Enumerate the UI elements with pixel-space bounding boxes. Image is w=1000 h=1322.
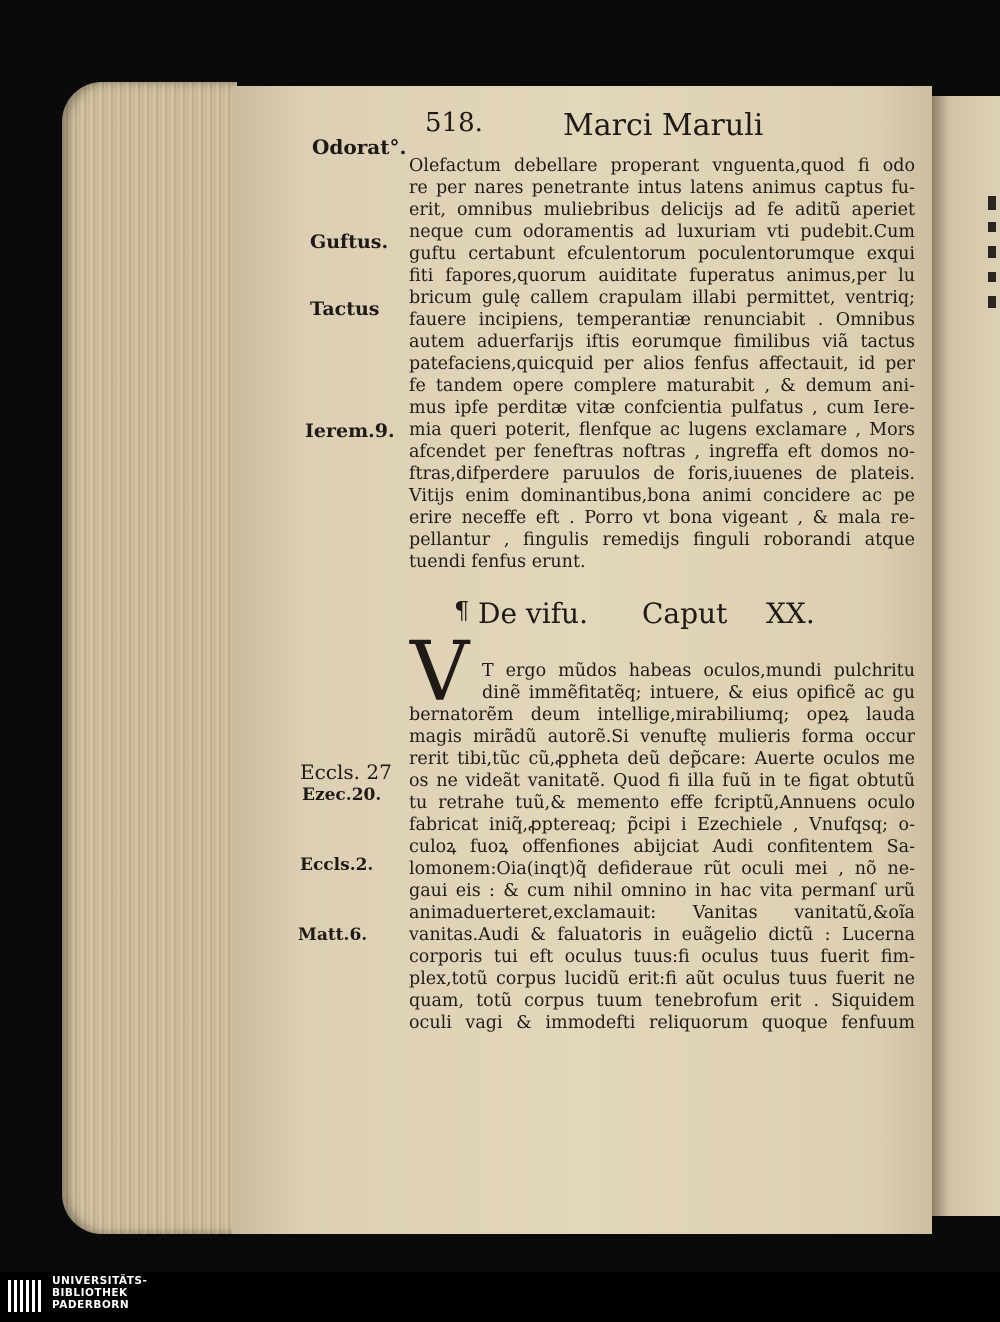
text-line: neque cum odoramentis ad luxuriam vti pudebit.Cum — [409, 222, 915, 242]
text-line: animaduerteret,exclamauit: Vanitas vanitatũ,&oĩa — [409, 903, 915, 923]
text-line: magis mirãdũ autorẽ.Si venuftę mulieris forma occur — [409, 727, 915, 747]
text-line: T ergo mũdos habeas oculos,mundi pulchritu — [482, 661, 915, 681]
library-name-line-3: PADERBORN — [52, 1299, 130, 1311]
text-line: re per nares penetrante intus latens animus captus fu- — [409, 178, 915, 198]
text-line: autem aduerfarijs iftis eorumque fimilibus viã tactus — [409, 332, 915, 352]
caput-label: Caput — [642, 597, 728, 630]
text-line: plex,totũ corpus lucidũ erit:fi aũt oculus tuus fuerit ne — [409, 969, 915, 989]
text-line: oculi vagi & immodefti reliquorum quoque fenfuum — [409, 1013, 915, 1033]
text-line: bernatorẽm deum intellige,mirabiliumq; opeꝝ lauda — [409, 705, 915, 725]
text-line: Vitijs enim dominantibus,bona animi concidere ac pe — [409, 486, 915, 506]
text-line: fe tandem opere complere maturabit , & demum ani- — [409, 376, 915, 396]
library-name-line-2: BIBLIOTHEK — [52, 1287, 128, 1299]
text-line: erire neceffe eft . Porro vt bona vigeant , & mala re- — [409, 508, 915, 528]
margin-note: Odorat°. — [312, 135, 407, 159]
margin-note: Guftus. — [310, 231, 389, 253]
footer-bar — [0, 1272, 1000, 1322]
text-line: Olefactum debellare properant vnguenta,quod fi odo — [409, 156, 915, 176]
margin-note: Ezec.20. — [302, 785, 382, 805]
text-line: rerit tibi,tũc cũ,ꝓpheta deũ dep̃care: Auerte oculos me — [409, 749, 915, 769]
margin-note: Tactus — [310, 298, 380, 320]
next-page-letter — [988, 196, 996, 210]
text-line: guftu certabunt efculentorum poculentorumque exqui — [409, 244, 915, 264]
next-page-letter — [988, 272, 996, 282]
text-line: culoꝝ fuoꝝ offenfiones abijciat Audi confitentem Sa- — [409, 837, 915, 857]
next-page-letter — [988, 222, 996, 232]
right-page-edge — [932, 96, 1000, 1216]
chapter-number: XX. — [766, 597, 815, 630]
margin-note: Ierem.9. — [305, 420, 395, 442]
text-line: patefaciens,quicquid per alios fenfus affectauit, id per — [409, 354, 915, 374]
text-line: fiti fapores,quorum auiditate fuperatus animus,per lu — [409, 266, 915, 286]
library-logo-icon — [6, 1276, 46, 1316]
next-page-letter — [988, 296, 996, 308]
text-line: corporis tui eft oculus tuus:fi oculus tuus fuerit fim- — [409, 947, 915, 967]
margin-note: Eccls. 27 — [300, 760, 392, 784]
text-line: mus ipfe perditæ vitæ confcientia pulfatus , cum Iere- — [409, 398, 915, 418]
text-line: dinẽ immẽfitatẽq; intuere, & eius opificẽ ac gu — [482, 683, 915, 703]
text-line: erit, omnibus muliebribus delicijs ad fe aditũ aperiet — [409, 200, 915, 220]
text-line: tuendi fenfus erunt. — [409, 552, 586, 572]
library-name-line-1: UNIVERSITÄTS- — [52, 1275, 148, 1287]
text-line: afcendet per feneftras noftras , ingreffa eft domos no- — [409, 442, 915, 462]
chapter-title: De vifu. — [478, 597, 588, 630]
text-line: ftras,difperdere paruulos de foris,iuuenes de plateis. — [409, 464, 915, 484]
drop-cap: V — [410, 625, 470, 720]
text-line: tu retrahe tuũ,& memento effe fcriptũ,Annuens oculo — [409, 793, 915, 813]
page-edges — [62, 82, 237, 1234]
text-line: gaui eis : & cum nihil omnino in hac vita permanſ urũ — [409, 881, 915, 901]
running-title: Marci Maruli — [563, 108, 764, 143]
text-line: os ne videãt vanitatẽ. Quod fi illa fuũ in te figat obtutũ — [409, 771, 915, 791]
pilcrow-mark: ¶ — [454, 597, 470, 625]
text-line: lomonem:Oia(inqt)q̃ defideraue rũt oculi mei , nõ ne- — [409, 859, 915, 879]
chapter-heading — [454, 597, 844, 631]
text-line: quam, totũ corpus tuum tenebrofum erit . Siquidem — [409, 991, 915, 1011]
margin-note: Eccls.2. — [300, 855, 374, 875]
text-line: pellantur , fingulis remedijs finguli roborandi atque — [409, 530, 915, 550]
page-number: 518. — [425, 108, 483, 138]
text-line: fabricat iniq̃,ꝓptereaq; p̃cipi i Ezechiele , Vnufqsq; o- — [409, 815, 915, 835]
margin-note: Matt.6. — [298, 925, 368, 945]
text-line: fauere incipiens, temperantiæ renunciabit . Omnibus — [409, 310, 915, 330]
text-line: mia queri poterit, flenfque ac lugens exclamare , Mors — [409, 420, 915, 440]
text-line: vanitas.Audi & faluatoris in euãgelio dictũ : Lucerna — [409, 925, 915, 945]
next-page-letter — [988, 246, 996, 258]
text-line: bricum gulę callem crapulam illabi permittet, ventriq; — [409, 288, 915, 308]
